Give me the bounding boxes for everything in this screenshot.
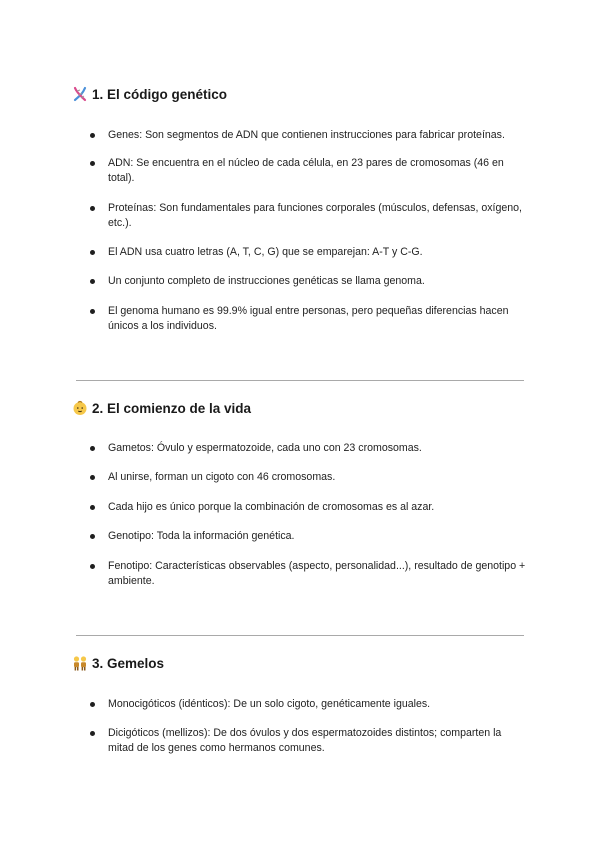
bullet-icon — [90, 534, 95, 539]
bullet-icon — [90, 446, 95, 451]
document-page: 1. El código genético Genes: Son segmentos de ADN que contienen instrucciones para fabricar proteínas. ADN: Se encuentra en el núcleo de cada célula, en 23 pares de cromosomas (46 en total). Proteínas: Son fundamentales para funciones corporales (músculos, defensas, oxígeno, etc.). El ADN usa cuatro letras (A, T, C, G) que se emparejan: A-T y C-G. Un conjunto completo de instrucciones genéticas se llama genoma. El genoma humano es 99.9% igual entre personas, pero pequeñas diferencias hacen únicos a los individuos. 2. El comienzo de la vida Gametos: Óvulo y espermatozoide, cada uno con 23 cromosomas. Al unirse, forman un cigoto con 46 cromosomas. Cada hijo es único porque la combinación de cromosomas es al azar. Genotipo: Toda la información genética. Fenotipo: Características observables (aspecto, personalidad...), resultado de genotipo + ambiente. 3. Gemelos Monocigóticos (idénticos): De un solo cigoto, genéticamente iguales. Dicigóticos (mellizos): De dos óvulos y dos espermatozoides distintos; comparten la mitad de los genes como hermanos comunes. — [0, 0, 600, 848]
baby-icon — [72, 400, 88, 416]
dna-icon — [72, 86, 88, 102]
section-heading — [72, 86, 227, 102]
section-heading — [72, 655, 164, 671]
bullet-icon — [90, 279, 95, 284]
bullet-icon — [90, 564, 95, 569]
heading-text: 2. El comienzo de la vida — [92, 400, 252, 416]
bullet-icon — [90, 133, 95, 138]
bullet-icon — [90, 161, 95, 166]
bullet-icon — [90, 250, 95, 255]
section-divider — [76, 635, 524, 636]
twins-icon — [72, 655, 88, 671]
bullet-icon — [90, 309, 95, 314]
bullet-icon — [90, 206, 95, 211]
heading-text: 1. El código genético — [92, 86, 228, 102]
bullet-icon — [90, 475, 95, 480]
heading-text: 3. Gemelos — [92, 655, 165, 671]
section-heading — [72, 400, 251, 416]
section-divider — [76, 380, 524, 381]
bullet-icon — [90, 731, 95, 736]
bullet-icon — [90, 505, 95, 510]
bullet-icon — [90, 702, 95, 707]
